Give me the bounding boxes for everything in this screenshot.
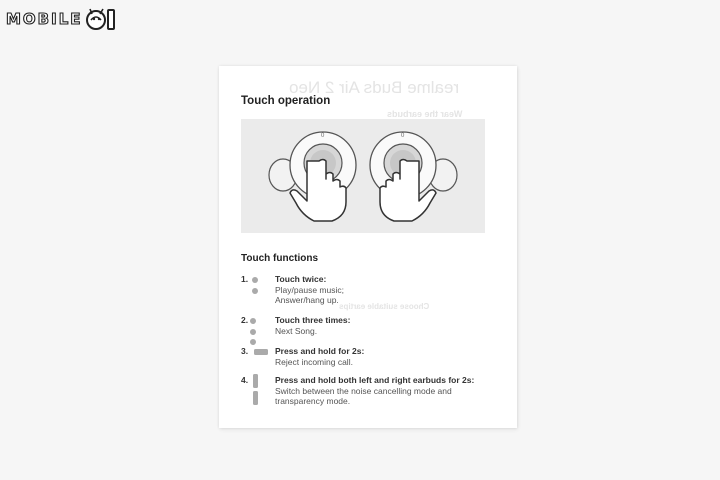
show-through-title: realme Buds Air 2 Neo bbox=[289, 78, 460, 97]
horizontal-bar-icon bbox=[254, 347, 268, 358]
svg-text:0: 0 bbox=[321, 133, 325, 139]
item-number: 2. bbox=[241, 315, 249, 325]
item-label: Press and hold both left and right earbuds for 2s: bbox=[275, 375, 475, 385]
item-number: 3. bbox=[241, 346, 249, 356]
touch-functions-heading: Touch functions bbox=[241, 253, 319, 264]
svg-text:0: 0 bbox=[401, 133, 405, 139]
manual-page bbox=[219, 66, 517, 428]
item-description: Switch between the noise cancelling mode and bbox=[275, 385, 452, 396]
three-dots-icon bbox=[250, 316, 259, 348]
mobile01-watermark bbox=[6, 6, 119, 32]
mobile01-logo-icon bbox=[85, 6, 119, 32]
item-description: Reject incoming call. bbox=[275, 356, 353, 367]
earbud-touch-illustration bbox=[241, 119, 485, 233]
touch-operation-illustration bbox=[241, 119, 485, 233]
show-through-subheading: Wear the earbuds bbox=[387, 109, 463, 119]
show-through-subheading-2: Choose suitable eartips bbox=[339, 302, 430, 311]
item-number: 1. bbox=[241, 274, 249, 284]
item-label: Touch three times: bbox=[275, 315, 351, 325]
item-number: 4. bbox=[241, 375, 249, 385]
two-dots-icon bbox=[252, 275, 261, 296]
item-label: Press and hold for 2s: bbox=[275, 346, 365, 356]
item-description: Play/pause music; bbox=[275, 284, 344, 295]
item-description: transparency mode. bbox=[275, 396, 351, 406]
item-description: Next Song. bbox=[275, 325, 318, 336]
two-vertical-bars-icon bbox=[253, 374, 261, 407]
item-description: Answer/hang up. bbox=[275, 295, 339, 305]
watermark-brand-text: MOBILE bbox=[6, 10, 83, 28]
touch-operation-heading: Touch operation bbox=[241, 95, 331, 107]
item-label: Touch twice: bbox=[275, 274, 327, 284]
